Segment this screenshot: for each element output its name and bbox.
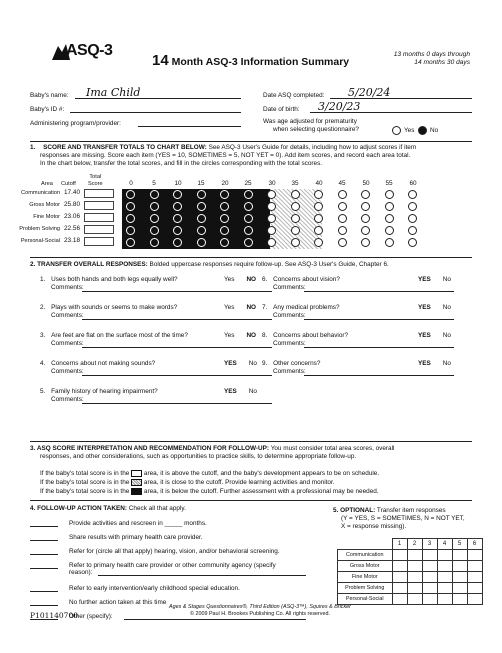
white-swatch (131, 470, 142, 477)
other-specify-line[interactable] (124, 619, 306, 620)
grid-cell[interactable] (437, 583, 452, 594)
grid-cell[interactable] (392, 594, 407, 605)
area-label: Problem Solving (19, 226, 60, 232)
grid-cell[interactable] (422, 594, 437, 605)
score-circle[interactable] (150, 214, 159, 223)
score-circle[interactable] (338, 190, 347, 199)
divider (30, 500, 472, 501)
total-score-box[interactable] (84, 201, 114, 210)
area-label: Communication (21, 190, 60, 196)
grid-col-header: 6 (467, 539, 482, 550)
section-1-heading: 1. SCORE AND TRANSFER TOTALS TO CHART BELOW: See ASQ-3 User's Guide for details, including how to adjust scores if item responses are missing. Score each item (YES = 10, SOMETIMES = 5, NOT YET = 0). Add item scores, and record each area total. In the chart below, transfer the total scores, and fill in the circles corresponding with the total scores. (30, 144, 417, 167)
grid-row-label: Communication (338, 550, 393, 561)
area-label: Personal-Social (20, 238, 60, 244)
date-completed-value[interactable]: 5/20/24 (348, 86, 391, 99)
section-5-heading: 5. OPTIONAL: Transfer item responses (Y = YES, S = SOMETIMES, N = NOT YET, X = response missing). (333, 507, 465, 530)
right-question: 6. Concerns about vision? Comments: (262, 276, 340, 291)
grid-cell[interactable] (407, 572, 422, 583)
comments-line[interactable] (82, 291, 272, 292)
copyright: Ages & Stages Questionnaires®, Third Edition (ASQ-3™), Squires & Bricker © 2009 Paul H. Brookes Publishing Co. All rights reserved. (169, 604, 351, 617)
action-checkbox-line[interactable] (30, 540, 58, 541)
score-circle[interactable] (150, 190, 159, 199)
prematurity-label: Was age adjusted for prematurity when selecting questionnaire? (263, 118, 359, 133)
interpretation-line-3: If the baby's total score is in the area, it is below the cutoff. Further assessment with a professional may be needed. (40, 488, 379, 496)
left-question: 5. Family history of hearing impairment? Comments: (40, 388, 158, 403)
score-circle[interactable] (220, 214, 229, 223)
action-item: Refer for (circle all that apply) hearing, vision, and/or behavioral screening. (69, 548, 280, 555)
grey-swatch (131, 479, 142, 486)
score-circle[interactable] (408, 238, 417, 247)
score-circle[interactable] (267, 238, 276, 247)
logo-text: ASQ-3 (66, 42, 113, 59)
section-2-heading: 2. TRANSFER OVERALL RESPONSES: Bolded uppercase responses require follow-up. See ASQ-3 User's Guide, Chapter 6. (30, 261, 389, 268)
score-circle[interactable] (244, 190, 253, 199)
grid-cell[interactable] (452, 561, 467, 572)
response-options[interactable]: Yes NO (224, 332, 257, 339)
score-circle[interactable] (361, 190, 370, 199)
comments-line[interactable] (304, 347, 454, 348)
action-checkbox-line[interactable] (30, 526, 58, 527)
score-circle[interactable] (173, 214, 182, 223)
tick-15: 15 (197, 180, 205, 187)
black-swatch (131, 488, 142, 495)
admin-provider-line[interactable] (138, 126, 241, 127)
action-item: Provide activities and rescreen in _____ months. (69, 520, 207, 527)
score-circle[interactable] (385, 202, 394, 211)
score-circle[interactable] (220, 202, 229, 211)
score-circle[interactable] (361, 226, 370, 235)
comments-line[interactable] (82, 319, 272, 320)
cutoff-value: 25.80 (64, 201, 80, 208)
grid-corner (338, 539, 393, 550)
score-circle[interactable] (291, 190, 300, 199)
grid-col-header: 3 (422, 539, 437, 550)
tick-25: 25 (244, 180, 252, 187)
grid-cell[interactable] (467, 594, 482, 605)
total-score-box[interactable] (84, 237, 114, 246)
section-3-heading: 3. ASQ SCORE INTERPRETATION AND RECOMMENDATION FOR FOLLOW-UP: You must consider total area scores, overall responses, and other considerations, such as opportunities to practice skills, to determine appropriate follow-up. (30, 445, 395, 460)
score-circle[interactable] (150, 238, 159, 247)
cutoff-value: 22.56 (64, 225, 80, 232)
response-options[interactable]: YES No (224, 388, 257, 395)
tick-30: 30 (268, 180, 276, 187)
divider (30, 257, 472, 258)
grid-cell[interactable] (392, 561, 407, 572)
grid-header-row (338, 539, 483, 550)
section-4-heading: 4. FOLLOW-UP ACTION TAKEN: Check all that apply. (30, 505, 186, 512)
grid-cell[interactable] (407, 550, 422, 561)
baby-name-value[interactable]: Ima Child (86, 86, 141, 99)
score-circle[interactable] (291, 202, 300, 211)
score-circle[interactable] (338, 202, 347, 211)
grid-cell[interactable] (392, 572, 407, 583)
grid-cell[interactable] (467, 550, 482, 561)
score-circle[interactable] (361, 214, 370, 223)
right-question: 7. Any medical problems? Comments: (262, 304, 340, 319)
asq-logo (48, 38, 114, 66)
admin-provider-label: Administering program/provider: (30, 120, 121, 127)
tick-45: 45 (338, 180, 346, 187)
dob-value[interactable]: 3/20/23 (318, 100, 361, 113)
grid-cell[interactable] (467, 572, 482, 583)
action-item: No further action taken at this time (69, 599, 167, 606)
score-circle[interactable] (385, 226, 394, 235)
grid-row (338, 561, 483, 572)
tick-5: 5 (152, 180, 156, 187)
score-circle[interactable] (291, 214, 300, 223)
tick-10: 10 (174, 180, 182, 187)
tick-0: 0 (129, 180, 133, 187)
response-options[interactable]: Yes NO (224, 276, 257, 283)
grid-cell[interactable] (407, 583, 422, 594)
grid-cell[interactable] (392, 550, 407, 561)
grid-cell[interactable] (437, 561, 452, 572)
action-item: Other (specify): (69, 613, 113, 620)
score-circle[interactable] (173, 226, 182, 235)
col-total-score-header: Total Score (88, 174, 103, 187)
divider (30, 441, 472, 442)
score-circle[interactable] (314, 214, 323, 223)
baby-name-label: Baby's name: (30, 92, 69, 99)
response-options[interactable]: YES No (418, 276, 451, 283)
reason-label: reason): (69, 569, 93, 576)
tick-20: 20 (221, 180, 229, 187)
col-cutoff-header: Cutoff (61, 181, 76, 187)
grid-cell[interactable] (467, 561, 482, 572)
left-question: 1. Uses both hands and both legs equally well? Comments: (40, 276, 178, 291)
score-circle[interactable] (197, 214, 206, 223)
grid-cell[interactable] (422, 550, 437, 561)
tick-40: 40 (315, 180, 323, 187)
age-range: 13 months 0 days through 14 months 30 days (393, 51, 470, 66)
response-options[interactable]: Yes NO (224, 304, 257, 311)
grid-cell[interactable] (422, 572, 437, 583)
cutoff-value: 17.40 (64, 189, 80, 196)
score-circle[interactable] (267, 190, 276, 199)
grid-cell[interactable] (452, 550, 467, 561)
grid-cell[interactable] (437, 550, 452, 561)
score-circle[interactable] (338, 238, 347, 247)
grid-cell[interactable] (407, 594, 422, 605)
cutoff-value: 23.06 (64, 213, 80, 220)
reason-line[interactable] (98, 575, 306, 576)
action-item: Refer to primary health care provider or other community agency (specify (69, 562, 276, 569)
grid-cell[interactable] (437, 572, 452, 583)
score-circle[interactable] (314, 190, 323, 199)
grid-row (338, 550, 483, 561)
score-circle[interactable] (126, 226, 135, 235)
left-question: 4. Concerns about not making sounds? Comments: (40, 360, 156, 375)
left-question: 2. Plays with sounds or seems to make words? Comments: (40, 304, 178, 319)
dob-label: Date of birth: (263, 106, 300, 113)
grid-cell[interactable] (422, 561, 437, 572)
score-circle[interactable] (173, 238, 182, 247)
score-circle[interactable] (150, 202, 159, 211)
action-item: Refer to early intervention/early childhood special education. (69, 585, 240, 592)
comments-line[interactable] (82, 375, 272, 376)
score-circle[interactable] (385, 190, 394, 199)
score-circle[interactable] (361, 202, 370, 211)
score-circle[interactable] (220, 190, 229, 199)
score-circle[interactable] (291, 226, 300, 235)
grid-cell[interactable] (452, 572, 467, 583)
prematurity-yes-radio[interactable] (392, 126, 401, 135)
comments-line[interactable] (82, 347, 272, 348)
score-circle[interactable] (126, 238, 135, 247)
score-circle[interactable] (408, 190, 417, 199)
prematurity-no-label: No (430, 127, 439, 134)
grid-row (338, 583, 483, 594)
score-circle[interactable] (244, 202, 253, 211)
response-options[interactable]: YES No (418, 304, 451, 311)
prematurity-yes-label: Yes (404, 127, 415, 134)
score-circle[interactable] (197, 202, 206, 211)
interpretation-line-2: If the baby's total score is in the area, it is close to the cutoff. Provide learning activities and monitor. (40, 479, 335, 487)
tick-50: 50 (362, 180, 370, 187)
grid-cell[interactable] (452, 594, 467, 605)
interpretation-line-1: If the baby's total score is in the area, it is above the cutoff, and the baby's development appears to be on schedule. (40, 470, 380, 478)
score-circle[interactable] (291, 238, 300, 247)
score-circle[interactable] (126, 214, 135, 223)
area-label: Gross Motor (29, 202, 60, 208)
right-question: 9. Other concerns? Comments: (262, 360, 321, 375)
cutoff-value: 23.18 (64, 237, 80, 244)
total-score-box[interactable] (84, 225, 114, 234)
grid-cell[interactable] (392, 583, 407, 594)
form-code: P101140700 (30, 611, 78, 620)
score-circle[interactable] (338, 226, 347, 235)
month-number: 14 (152, 52, 169, 69)
score-circle[interactable] (408, 214, 417, 223)
score-circle[interactable] (244, 214, 253, 223)
grid-row-label: Personal-Social (338, 594, 393, 605)
score-circle[interactable] (385, 238, 394, 247)
score-circle[interactable] (126, 202, 135, 211)
score-circle[interactable] (385, 214, 394, 223)
score-circle[interactable] (126, 190, 135, 199)
grid-row-label: Problem Solving (338, 583, 393, 594)
score-circle[interactable] (220, 238, 229, 247)
grid-col-header: 1 (392, 539, 407, 550)
grid-cell[interactable] (407, 561, 422, 572)
score-circle[interactable] (314, 202, 323, 211)
score-circle[interactable] (197, 226, 206, 235)
page-title (152, 52, 349, 69)
score-circle[interactable] (173, 202, 182, 211)
comments-line[interactable] (304, 319, 454, 320)
score-circle[interactable] (267, 214, 276, 223)
grid-col-header: 2 (407, 539, 422, 550)
score-circle[interactable] (150, 226, 159, 235)
grid-cell[interactable] (437, 594, 452, 605)
score-circle[interactable] (244, 226, 253, 235)
item-response-grid (337, 538, 483, 605)
total-score-box[interactable] (84, 189, 114, 198)
right-question: 8. Concerns about behavior? Comments: (262, 332, 349, 347)
grid-row-label: Fine Motor (338, 572, 393, 583)
left-question: 3. Are feet are flat on the surface most of the time? Comments: (40, 332, 188, 347)
score-circle[interactable] (361, 238, 370, 247)
action-item: Share results with primary health care provider. (69, 534, 203, 541)
score-circle[interactable] (220, 226, 229, 235)
action-checkbox-line[interactable] (30, 605, 58, 606)
title-text: Month ASQ-3 Information Summary (171, 56, 350, 68)
date-completed-label: Date ASQ completed: (263, 92, 325, 99)
tick-60: 60 (409, 180, 417, 187)
grid-col-header: 5 (452, 539, 467, 550)
response-options[interactable]: YES No (418, 332, 451, 339)
score-circle[interactable] (408, 202, 417, 211)
divider (30, 141, 472, 142)
score-circle[interactable] (197, 238, 206, 247)
score-circle[interactable] (197, 190, 206, 199)
tick-55: 55 (385, 180, 393, 187)
grid-row (338, 594, 483, 605)
score-circle[interactable] (267, 202, 276, 211)
action-checkbox-line[interactable] (30, 591, 58, 592)
grid-col-header: 4 (437, 539, 452, 550)
action-checkbox-line[interactable] (30, 554, 58, 555)
col-area-header: Area (41, 181, 53, 187)
action-checkbox-line[interactable] (30, 568, 58, 569)
grid-cell[interactable] (422, 583, 437, 594)
score-circle[interactable] (338, 214, 347, 223)
score-circle[interactable] (244, 238, 253, 247)
comments-line[interactable] (82, 403, 272, 404)
grid-row-label: Gross Motor (338, 561, 393, 572)
response-options[interactable]: YES No (418, 360, 451, 367)
baby-id-label: Baby's ID #: (30, 106, 65, 113)
baby-id-line[interactable] (70, 112, 241, 113)
comments-line[interactable] (304, 291, 454, 292)
score-circle[interactable] (314, 226, 323, 235)
score-circle[interactable] (267, 226, 276, 235)
comments-line[interactable] (304, 375, 454, 376)
score-circle[interactable] (408, 226, 417, 235)
grid-cell[interactable] (452, 583, 467, 594)
area-label: Fine Motor (33, 214, 60, 220)
total-score-box[interactable] (84, 213, 114, 222)
score-circle[interactable] (173, 190, 182, 199)
tick-35: 35 (291, 180, 299, 187)
grid-row (338, 572, 483, 583)
prematurity-no-radio[interactable] (418, 126, 427, 135)
response-options[interactable]: YES No (224, 360, 257, 367)
score-circle[interactable] (314, 238, 323, 247)
grid-cell[interactable] (467, 583, 482, 594)
